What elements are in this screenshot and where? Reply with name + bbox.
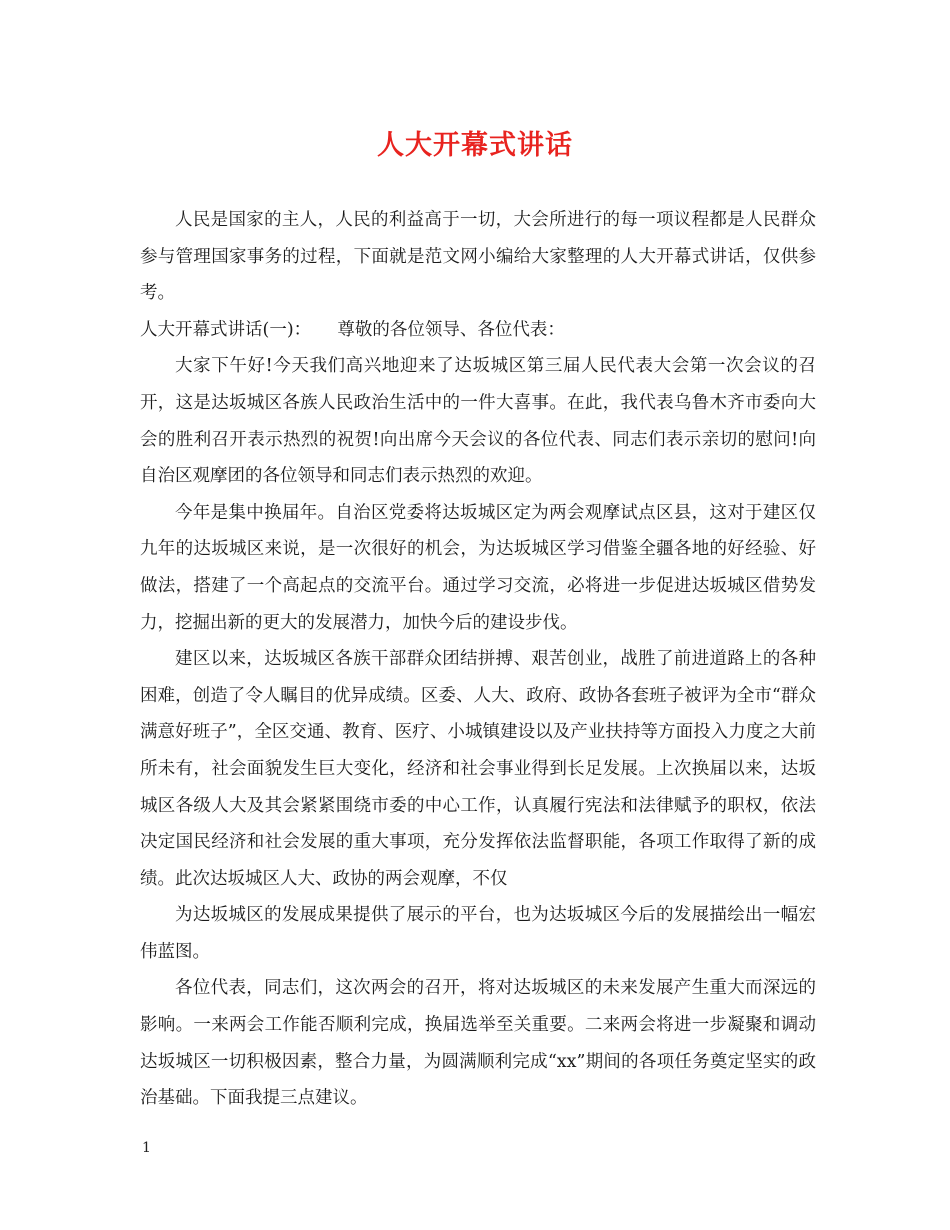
document-body <box>140 202 816 1117</box>
paragraph-intro: 人民是国家的主人，人民的利益高于一切，大会所进行的每一项议程都是人民群众参与管理国家事务的过程，下面就是范文网小编给大家整理的人大开幕式讲话，仅供参考。 <box>140 210 816 304</box>
paragraph-platform: 为达坂城区的发展成果提供了展示的平台，也为达坂城区今后的发展描绘出一幅宏伟蓝图。 <box>140 905 816 962</box>
page-number: 1 <box>142 1140 151 1156</box>
paragraph-election-year: 今年是集中换届年。自治区党委将达坂城区定为两会观摩试点区县，这对于建区仅九年的达坂城区来说，是一次很好的机会，为达坂城区学习借鉴全疆各地的好经验、好做法，搭建了一个高起点的交流平台。通过学习交流，必将进一步促进达坂城区借势发力，挖掘出新的更大的发展潜力，加快今后的建设步伐。 <box>140 502 816 633</box>
document-title: 人大开幕式讲话 <box>377 130 573 161</box>
paragraph-achievements: 建区以来，达坂城区各族干部群众团结拼搏、艰苦创业，战胜了前进道路上的各种困难，创造了令人瞩目的优异成绩。区委、人大、政府、政协各套班子被评为全市“群众满意好班子”，全区交通、教育、医疗、小城镇建设以及产业扶持等方面投入力度之大前所未有，社会面貌发生巨大变化，经济和社会事业得到长足发展。上次换届以来，达坂城区各级人大及其会紧紧围绕市委的中心工作，认真履行宪法和法律赋予的职权，依法决定国民经济和社会发展的重大事项，充分发挥依法监督职能，各项工作取得了新的成绩。此次达坂城区人大、政协的两会观摩，不仅 <box>140 649 816 889</box>
paragraph-speech-heading: 人大开幕式讲话(一)： 尊敬的各位领导、各位代表： <box>140 319 565 340</box>
paragraph-representatives: 各位代表，同志们，这次两会的召开，将对达坂城区的未来发展产生重大而深远的影响。一来两会工作能否顺利完成，换届选举至关重要。二来两会将进一步凝聚和调动达坂城区一切积极因素，整合力量，为圆满顺利完成“xx”期间的各项任务奠定坚实的政治基础。下面我提三点建议。 <box>140 978 816 1109</box>
paragraph-greeting: 大家下午好!今天我们高兴地迎来了达坂城区第三届人民代表大会第一次会议的召开，这是达坂城区各族人民政治生活中的一件大喜事。在此，我代表乌鲁木齐市委向大会的胜利召开表示热烈的祝贺!向出席今天会议的各位代表、同志们表示亲切的慰问!向自治区观摩团的各位领导和同志们表示热烈的欢迎。 <box>140 356 816 487</box>
